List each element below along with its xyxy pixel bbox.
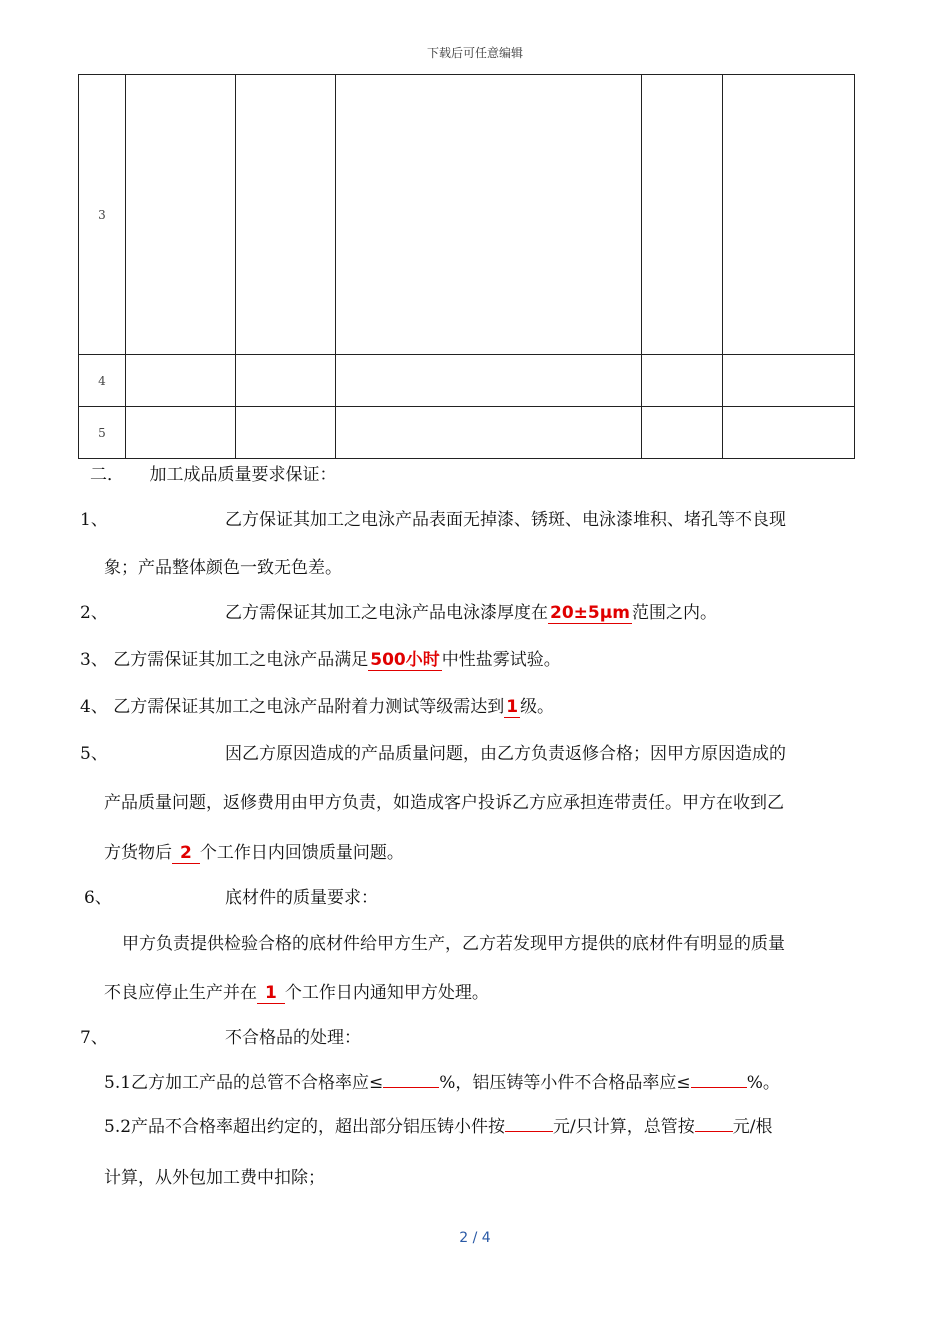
item-6-number: 6、 xyxy=(84,888,112,908)
thickness-value: 20±5μm xyxy=(550,603,630,623)
item-5-number: 5、 xyxy=(80,744,108,764)
table-row xyxy=(79,407,855,459)
small-part-rate-blank xyxy=(691,1072,747,1088)
table-row xyxy=(79,75,855,355)
row-number: 3 xyxy=(79,75,126,355)
feedback-days-value: 2 xyxy=(172,843,200,864)
item-7-text: 不合格品的处理： xyxy=(225,1028,361,1048)
row-number: 5 xyxy=(79,407,126,459)
item-6-last: 不良应停止生产并在 1 个工作日内通知甲方处理。 xyxy=(104,983,489,1003)
item-5-continued: 产品质量问题，返修费用由甲方负责，如造成客户投诉乙方应承担连带责任。甲方在收到乙 xyxy=(104,793,784,813)
item-5-text: 因乙方原因造成的产品质量问题，由乙方负责返修合格；因甲方原因造成的 xyxy=(225,744,786,764)
clause-5-2-continued: 计算，从外包加工费中扣除； xyxy=(104,1168,325,1188)
item-1-text: 乙方保证其加工之电泳产品表面无掉漆、锈斑、电泳漆堆积、堵孔等不良现 xyxy=(225,510,786,530)
notify-days-value: 1 xyxy=(257,983,285,1004)
unit-price-blank xyxy=(505,1116,553,1132)
salt-spray-value: 500小时 xyxy=(370,650,440,670)
item-1-continued: 象；产品整体颜色一致无色差。 xyxy=(104,558,342,578)
item-3-text: 3、 乙方需保证其加工之电泳产品满足 500小时 中性盐雾试验。 xyxy=(80,650,561,670)
item-6-text: 底材件的质量要求： xyxy=(225,888,378,908)
item-2-text: 乙方需保证其加工之电泳产品电泳漆厚度在 20±5μm 范围之内。 xyxy=(225,603,717,623)
adhesion-level-value: 1 xyxy=(506,697,519,717)
section-title: 二． 加工成品质量要求保证： xyxy=(90,465,337,485)
item-1-number: 1、 xyxy=(80,510,108,530)
item-4-text: 4、 乙方需保证其加工之电泳产品附着力测试等级需达到 1 级。 xyxy=(80,697,555,717)
page-header: 下载后可任意编辑 xyxy=(426,46,523,60)
item-2-number: 2、 xyxy=(80,603,108,623)
items-table xyxy=(78,74,855,459)
clause-5-1: 5.1乙方加工产品的总管不合格率应≤ %，铝压铸等小件不合格品率应≤ %。 xyxy=(104,1073,780,1093)
item-5-last: 方货物后 2 个工作日内回馈质量问题。 xyxy=(104,843,404,863)
clause-5-2: 5.2产品不合格率超出约定的，超出部分铝压铸小件按 元/只计算，总管按 元/根 xyxy=(104,1117,773,1137)
row-number: 4 xyxy=(79,355,126,407)
item-6-body: 甲方负责提供检验合格的底材件给甲方生产，乙方若发现甲方提供的底材件有明显的质量 xyxy=(122,934,785,954)
page-number: 2 / 4 xyxy=(459,1230,491,1246)
defect-rate-blank xyxy=(383,1072,439,1088)
item-7-number: 7、 xyxy=(80,1028,108,1048)
pipe-price-blank xyxy=(695,1116,733,1132)
table-row xyxy=(79,355,855,407)
